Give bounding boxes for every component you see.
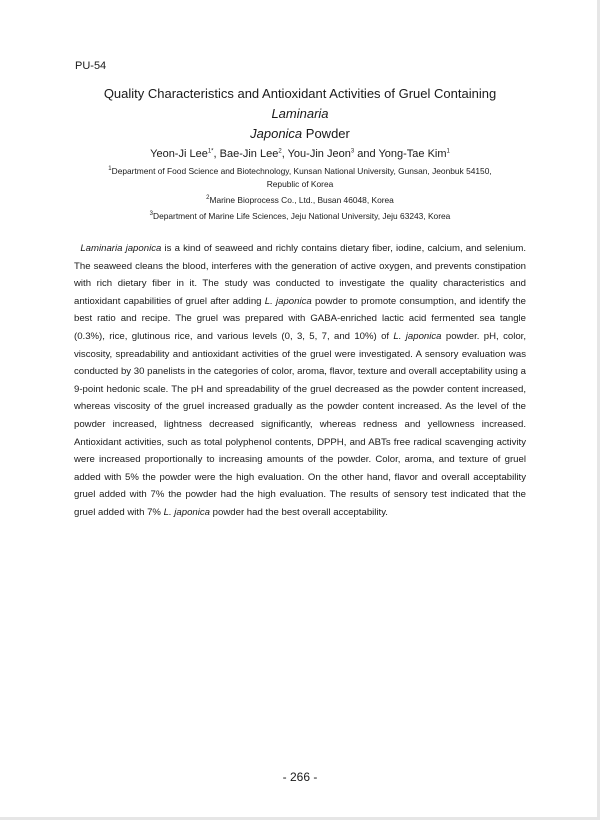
species-name: L. japonica xyxy=(163,506,211,518)
author-affil-mark: 2 xyxy=(278,148,282,155)
affiliation-mark: 1 xyxy=(108,166,112,173)
author-separator: , xyxy=(281,148,288,160)
author-name: Bae-Jin Lee xyxy=(219,148,279,160)
author-list xyxy=(70,147,530,161)
affiliation-3 xyxy=(70,210,530,223)
affiliation-1 xyxy=(70,165,530,191)
title-text: Quality Characteristics and Antioxidant Activities of Gruel Containing xyxy=(103,86,497,101)
affiliation-mark: 2 xyxy=(206,195,210,202)
author-affil-mark: 3 xyxy=(350,148,355,155)
abstract-text: powder had the best overall acceptability. xyxy=(210,506,388,518)
abstract-text: powder to promote consumption, and identify the best ratio and recipe. The gruel was prepared with GABA-enriched lactic acid fermented sea tangle (0.3%), rice, glutinous rice, and various levels (0, 3, 5, 7, and 10%) of xyxy=(74,295,527,342)
affiliation-text: Department of Food Science and Biotechnology, Kunsan National University, Gunsan, Jeonbuk 54150, xyxy=(111,166,492,176)
affiliation-text: Department of Marine Life Sciences, Jeju National University, Jeju 63243, Korea xyxy=(153,211,451,221)
affiliation-mark: 3 xyxy=(149,211,154,218)
presentation-code: PU-54 xyxy=(75,60,107,72)
species-name: L. japonica xyxy=(264,295,312,307)
author-separator: , xyxy=(213,148,220,160)
author-name: Yong-Tae Kim xyxy=(378,148,447,160)
page-number: - 266 - xyxy=(282,770,318,784)
species-name: L. japonica xyxy=(393,330,442,342)
author-name: You-Jin Jeon xyxy=(287,148,351,160)
title-text-end: Powder xyxy=(302,126,350,141)
affiliation-text: Marine Bioprocess Co., Ltd., Busan 46048, Korea xyxy=(209,195,394,205)
author-affil-mark: 1 xyxy=(446,148,450,155)
affiliation-2 xyxy=(70,194,530,207)
paper-title xyxy=(80,84,520,144)
author-affil-mark: 1* xyxy=(207,148,214,155)
title-italic-genus: Laminaria xyxy=(271,106,329,121)
abstract-text: powder. pH, color, viscosity, spreadability and antioxidant activities of the gruel were investigated. A sensory evaluation was conducted by 30 panelists in the categories of color, aroma, flavor, texture and overall acceptability using a 9-point hedonic scale. The pH and spreadability of the gruel decreased as the powder content increased, whereas viscosity of the gruel increased gradually as the powder content increased. As the level of the powder increased, lightness decreased significantly, whereas redness and yellowness increased. Antioxidant activities, such as total polyphenol contents, DPPH, and ABTs free radical scavenging activity were increased proportionally to increasing amounts of the powder. Color, aroma, and texture of gruel added with 5% the powder were the high evaluation. On the other hand, flavor and overall acceptability gruel added with 7% the powder had the high evaluation. The results of sensory test indicated that the gruel added with 7% xyxy=(74,330,526,518)
title-italic-species: Japonica xyxy=(250,126,303,141)
author-name: Yeon-Ji Lee xyxy=(150,148,208,160)
affiliation-text-cont: Republic of Korea xyxy=(266,179,334,189)
abstract-text: is a kind of seaweed and richly contains dietary fiber, iodine, calcium, and selenium. The seaweed cleans the blood, interferes with the generation of active oxygen, and prevents constipation with rich dietary fiber in it. The study was conducted to investigate the quality characteristics and antioxidant capabilities of gruel after adding xyxy=(74,243,527,307)
abstract-paragraph xyxy=(74,240,526,522)
species-name: Laminaria japonica xyxy=(80,243,162,254)
author-conjunction: and xyxy=(354,148,379,160)
